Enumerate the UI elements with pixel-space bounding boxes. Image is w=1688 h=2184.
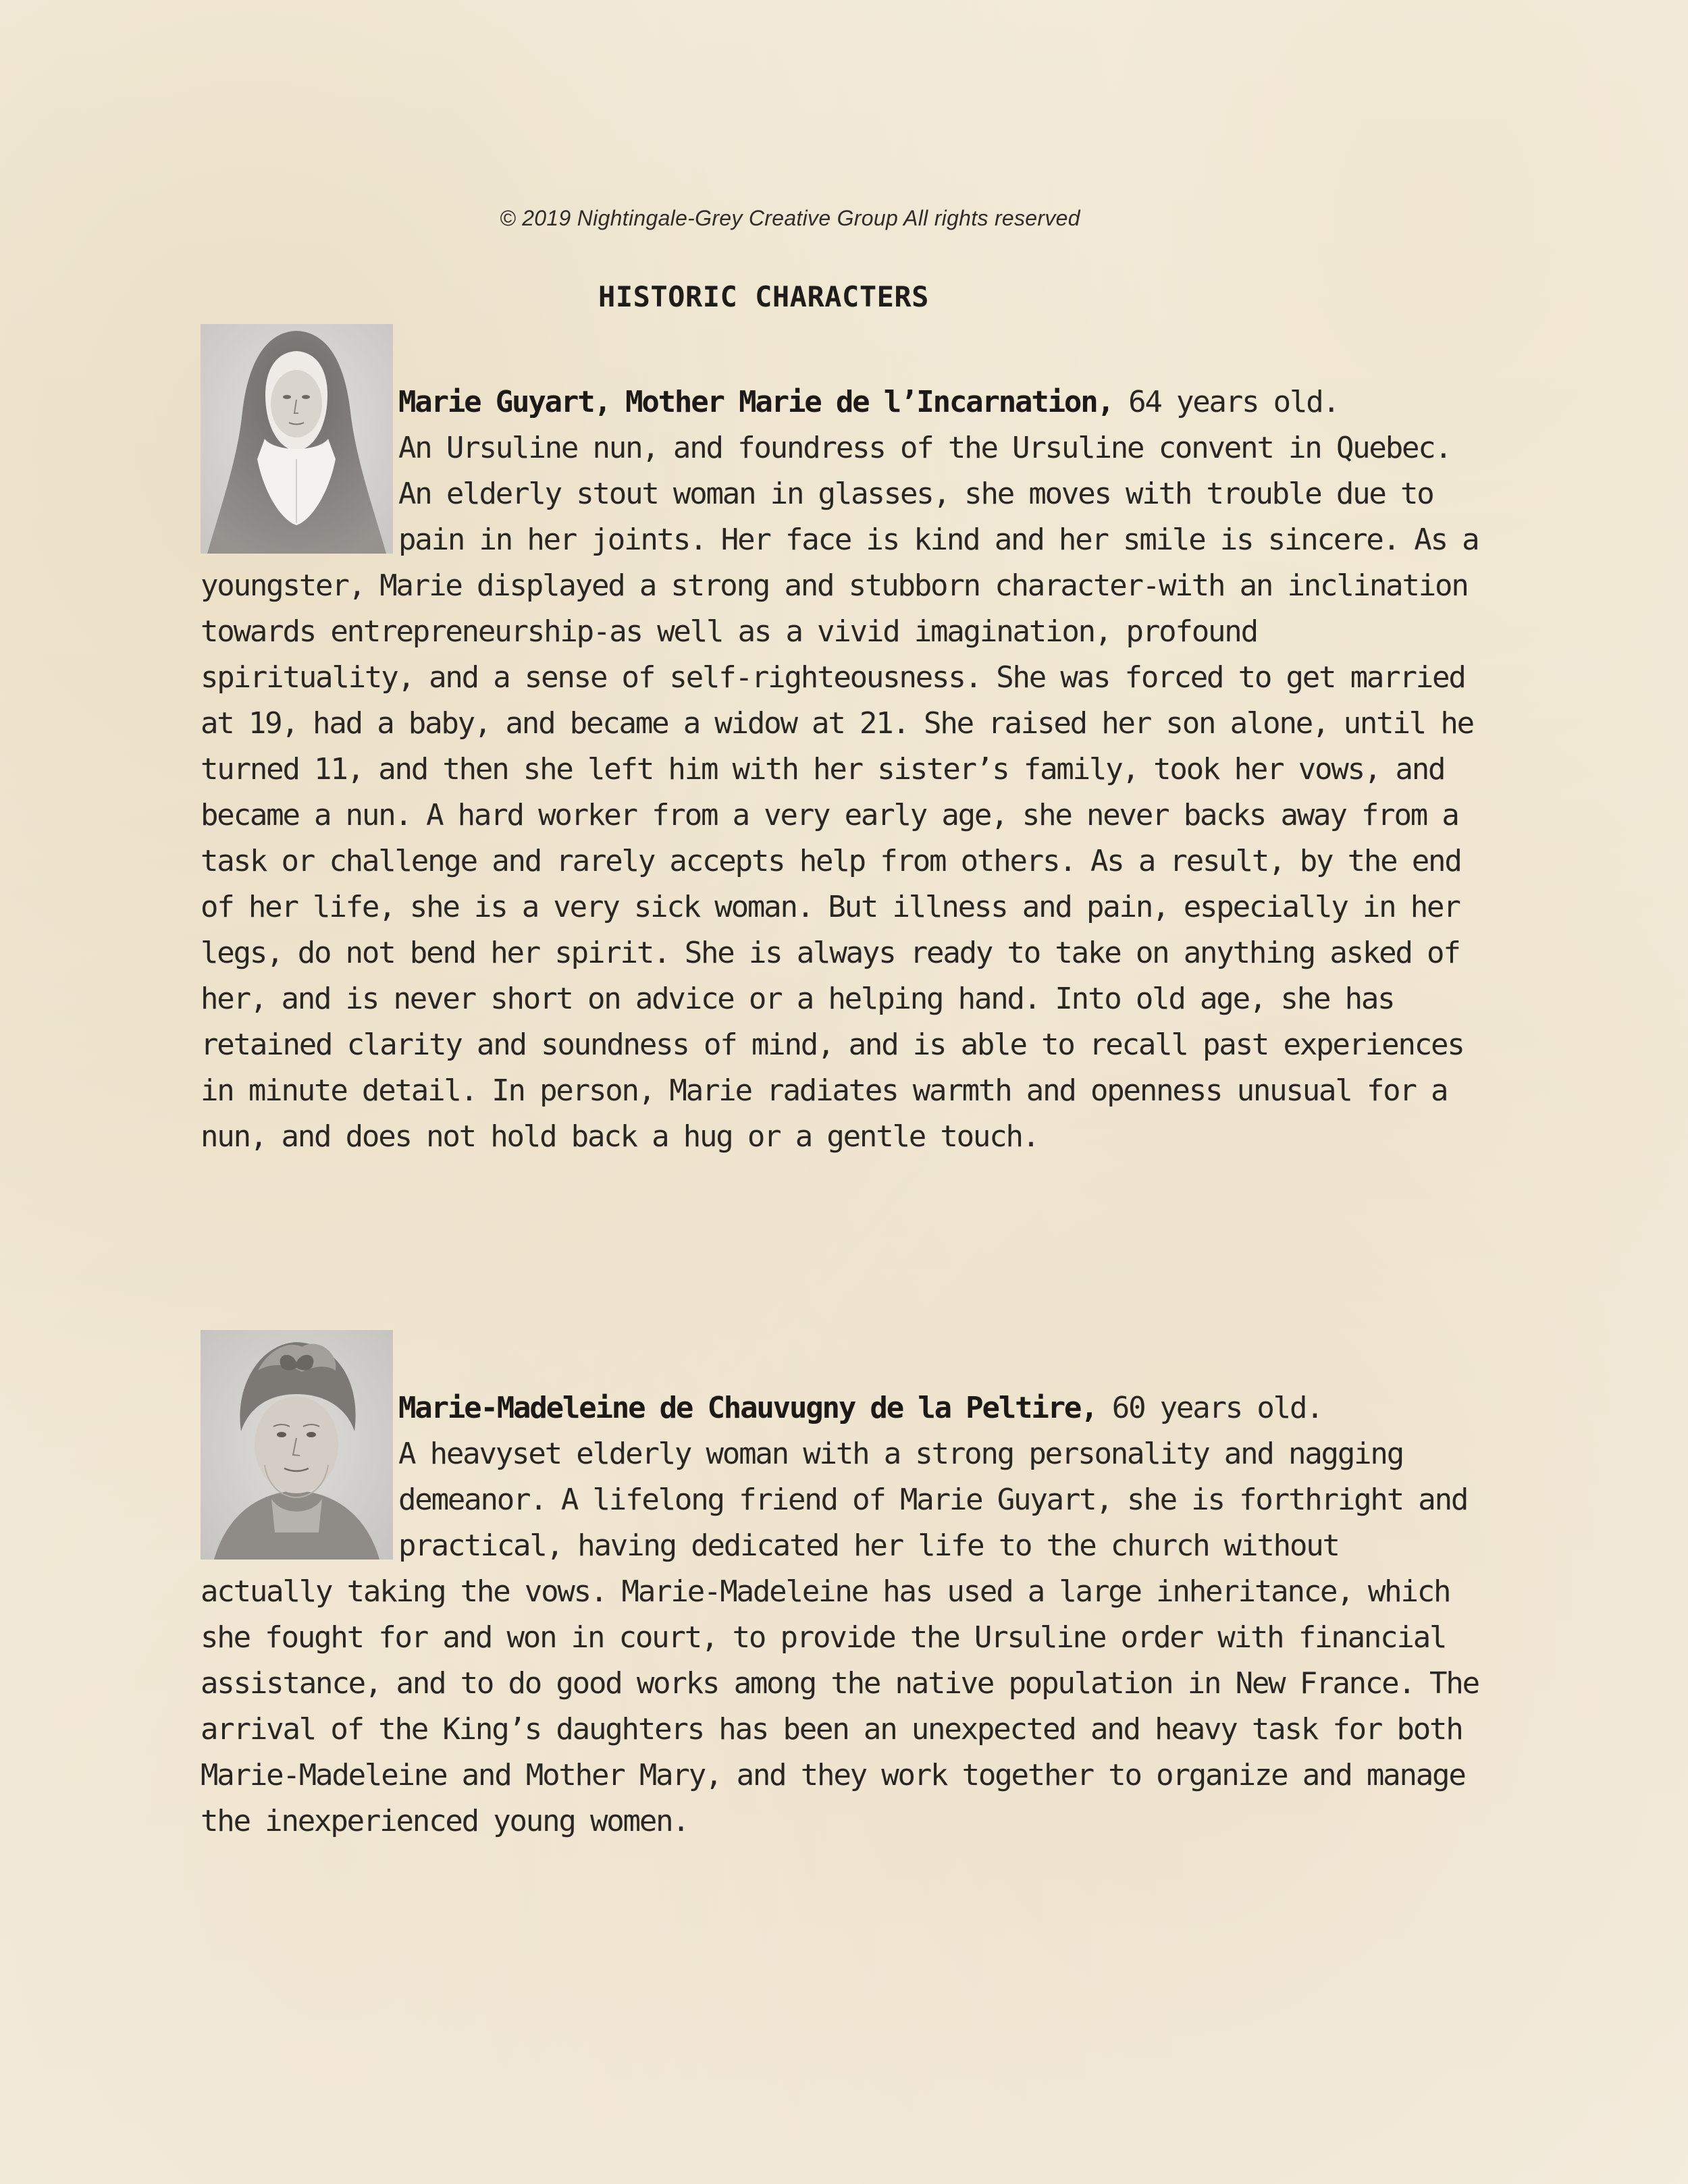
character-entry-marie-guyart: [201, 324, 1480, 1160]
character-age: 64 years old.: [1113, 385, 1339, 419]
character-bio: A heavyset elderly woman with a strong personality and nagging demeanor. A lifelong friend of Marie Guyart, she is forthright and practical, having dedicated her life to the church without actually taking the vows. Marie-Madeleine has used a large inheritance, which she fought for and won in court, to provide the Ursuline order with financial assistance, and to do good works among the native population in New France. The arrival of the King’s daughters has been an unexpected and heavy task for both Marie-Madeleine and Mother Mary, and they work together to organize and manage the inexperienced young women.: [201, 1437, 1479, 1838]
character-entry-marie-madeleine: [201, 1330, 1480, 1844]
character-bio: An Ursuline nun, and foundress of the Ursuline convent in Quebec. An elderly stout woman in glasses, she moves with trouble due to pain in her joints. Her face is kind and her smile is sincere. As a youngster, Marie displayed a strong and stubborn character-with an inclination towards entrepreneurship-as well as a vivid imagination, profound spirituality, and a sense of self-righteousness. She was forced to get married at 19, had a baby, and became a widow at 21. She raised her son alone, until he turned 11, and then she left him with her sister’s family, took her vows, and became a nun. A hard worker from a very early age, she never backs away from a task or challenge and rarely accepts help from others. As a result, by the end of her life, she is a very sick woman. But illness and pain, especially in her legs, do not bend her spirit. She is always ready to take on anything asked of her, and is never short on advice or a helping hand. Into old age, she has retained clarity and soundness of mind, and is able to recall past experiences in minute detail. In person, Marie radiates warmth and openness unusual for a nun, and does not hold back a hug or a gentle touch.: [201, 431, 1479, 1154]
woman-in-bonnet-portrait-icon: [201, 1330, 393, 1560]
copyright-notice: © 2019 Nightingale-Grey Creative Group All rights reserved: [500, 206, 1080, 230]
character-age: 60 years old.: [1097, 1391, 1323, 1425]
section-title: HISTORIC CHARACTERS: [598, 280, 929, 313]
nun-portrait-icon: [201, 324, 393, 554]
character-name: Marie-Madeleine de Chauvugny de la Peltire,: [398, 1391, 1097, 1425]
character-name: Marie Guyart, Mother Marie de l’Incarnation,: [398, 385, 1113, 419]
